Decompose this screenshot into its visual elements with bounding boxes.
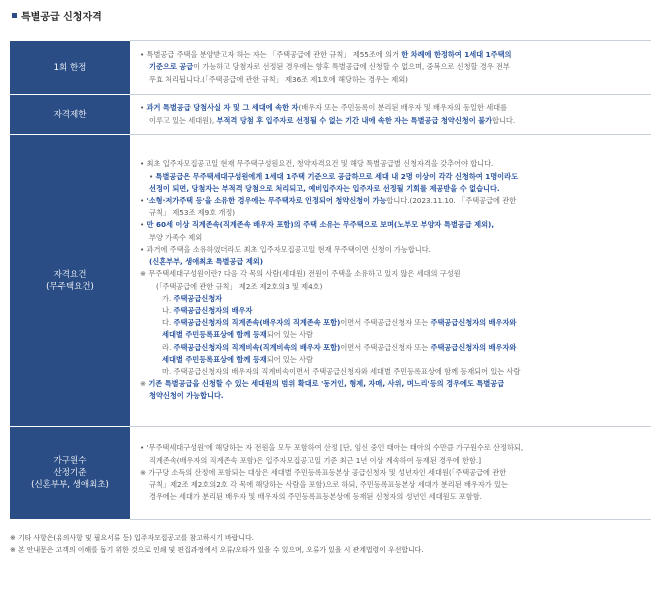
body-text: 직계존속(배우자의 직계존속 포함)은 입주자모집공고일 기준 최근 1년 이상 계속하여 등재된 경우에 한함.] bbox=[149, 455, 482, 465]
row-content bbox=[130, 41, 651, 95]
row-content bbox=[130, 95, 651, 135]
body-text: 이면서 주택공급신청자 또는 bbox=[340, 318, 431, 328]
square-bullet-icon bbox=[12, 13, 17, 18]
body-text: 부양 가족수 제외 bbox=[149, 232, 203, 242]
body-text: • bbox=[140, 196, 147, 206]
emphasis-text: 특별공급은 무주택세대구성원에게 1세대 1주택 기준으로 공급하므로 세대 내 2명 이상이 각각 신청하여 1명이라도 bbox=[155, 171, 519, 181]
body-text: • bbox=[140, 220, 147, 230]
row-label bbox=[10, 135, 130, 427]
section-title-text: 특별공급 신청자격 bbox=[21, 12, 102, 23]
content-line bbox=[140, 467, 645, 479]
content-line bbox=[140, 378, 645, 390]
content-line bbox=[140, 232, 645, 244]
emphasis-text: 세대별 주민등록표상에 함께 등재 bbox=[162, 330, 267, 340]
body-text: 가. bbox=[162, 293, 174, 303]
body-text: ※ 무주택세대구성원이란? 다음 각 목의 사람(세대원) 전원이 주택을 소유하고 있지 않은 세대의 구성원 bbox=[140, 269, 461, 279]
content-line bbox=[140, 74, 645, 86]
content-line bbox=[140, 195, 645, 207]
emphasis-text: 만 60세 이상 직계존속(직계존속 배우자 포함)의 주택 소유는 무주택으로 보며(노부모 부양자 특별공급 제외), bbox=[146, 220, 495, 230]
row-label-line: (신혼부부, 생애최초) bbox=[31, 480, 109, 490]
body-text: 되어 있는 사람 bbox=[266, 354, 313, 364]
body-text: 마. 주택공급신청자의 배우자의 직계비속이면서 주택공급신청자와 세대별 주민등록표상에 함께 등재되어 있는 사람 bbox=[162, 366, 521, 376]
content-line bbox=[140, 183, 645, 195]
body-text: • bbox=[140, 103, 147, 113]
body-text: 합니다. bbox=[492, 115, 516, 125]
body-text: 이면서 주택공급신청자 또는 bbox=[340, 342, 431, 352]
emphasis-text: 주택공급신청자의 배우자 bbox=[173, 305, 253, 315]
row-label-line: 가구원수 bbox=[53, 456, 87, 466]
content-line bbox=[140, 293, 645, 305]
eligibility-row bbox=[10, 95, 651, 135]
body-text: (「주택공급에 관한 규칙」 제2조 제2호의3 및 제4호) bbox=[156, 281, 323, 291]
content-line bbox=[140, 455, 645, 467]
body-text: (배우자 또는 주민등록이 분리된 배우자 및 배우자의 동일한 세대를 bbox=[298, 103, 508, 113]
content-line bbox=[140, 49, 645, 61]
body-text: • bbox=[149, 171, 156, 181]
body-text: 합니다.(2023.11.10. 「주택공급에 관한 bbox=[386, 196, 517, 206]
content-line bbox=[140, 158, 645, 170]
content-line bbox=[140, 442, 645, 454]
body-text: 다. bbox=[162, 318, 174, 328]
body-text: 이 가능하고 당첨자로 선정된 경우에는 향후 특별공급에 신청할 수 없으며, 중복으로 신청할 경우 전부 bbox=[193, 62, 510, 72]
content-line bbox=[140, 256, 645, 268]
emphasis-text: 주택공급신청자의 배우자와 bbox=[430, 342, 517, 352]
emphasis-text: 기존 특별공급을 신청할 수 있는 세대원의 범위 확대로 '동거인, 형제, 자매, 사위, 며느리'등의 경우에도 특별공급 bbox=[148, 379, 505, 389]
content-line bbox=[140, 305, 645, 317]
emphasis-text: 부적격 당첨 후 입주자로 선정될 수 없는 기간 내에 속한 자는 특별공급 청약신청이 불가 bbox=[216, 115, 493, 125]
row-label-line: (무주택요건) bbox=[46, 281, 94, 292]
emphasis-text: 기준으로 공급 bbox=[149, 62, 194, 72]
body-text: • '무주택세대구성원'에 해당하는 자 전원을 모두 포함하여 산정 [단, 임신 중인 태아는 태아의 수만큼 가구원수로 산정하되, bbox=[140, 443, 524, 453]
content-line bbox=[140, 219, 645, 231]
emphasis-text: 청약신청이 가능합니다. bbox=[149, 391, 224, 401]
body-text: 되어 있는 사람 bbox=[266, 330, 313, 340]
row-label-line: 산정기준 bbox=[53, 468, 87, 478]
content-line bbox=[140, 491, 645, 503]
content-line bbox=[140, 244, 645, 256]
body-text: 이루고 있는 세대원), bbox=[149, 115, 217, 125]
content-line bbox=[140, 268, 645, 280]
content-line bbox=[140, 342, 645, 354]
content-line bbox=[140, 366, 645, 378]
emphasis-text: (신혼부부, 생애최초 특별공급 제외) bbox=[149, 257, 264, 267]
content-line bbox=[140, 317, 645, 329]
row-content bbox=[130, 427, 651, 520]
emphasis-text: '소형·저가주택 등'을 소유한 경우에는 무주택자로 인정되어 청약신청이 가능 bbox=[146, 196, 387, 206]
emphasis-text: 주택공급신청자의 직계존속(배우자의 직계존속 포함) bbox=[173, 318, 341, 328]
row-content bbox=[130, 135, 651, 427]
row-label bbox=[10, 95, 130, 135]
body-text: 경우에는 세대가 분리된 배우자 및 배우자의 주민등록표등본상에 등재된 신청자의 성년인 세대원도 포함함. bbox=[149, 492, 482, 502]
content-line bbox=[140, 390, 645, 402]
footer-notes bbox=[10, 532, 424, 556]
content-line bbox=[140, 479, 645, 491]
content-line bbox=[140, 281, 645, 293]
emphasis-text: 세대별 주민등록표상에 함께 등재 bbox=[162, 354, 267, 364]
emphasis-text: 주택공급신청자의 배우자와 bbox=[430, 318, 517, 328]
emphasis-text: 과거 특별공급 당첨사실 자 및 그 세대에 속한 자 bbox=[146, 103, 299, 113]
content-line bbox=[140, 171, 645, 183]
emphasis-text: 한 차례에 한정하여 1세대 1주택의 bbox=[401, 50, 512, 60]
row-label bbox=[10, 427, 130, 520]
eligibility-row bbox=[10, 135, 651, 427]
body-text: 나. bbox=[162, 305, 174, 315]
section-title bbox=[12, 8, 102, 23]
eligibility-row bbox=[10, 427, 651, 520]
content-line bbox=[140, 115, 645, 127]
emphasis-text: 주택공급신청자의 직계비속(직계비속의 배우자 포함) bbox=[173, 342, 341, 352]
row-label bbox=[10, 41, 130, 95]
content-line bbox=[140, 102, 645, 114]
emphasis-text: 주택공급신청자 bbox=[173, 293, 223, 303]
body-text: • 최초 입주자모집공고일 현재 무주택구성원요건, 청약자격요건 및 해당 특별공급별 신청자격을 갖추어야 합니다. bbox=[140, 159, 494, 169]
content-line bbox=[140, 61, 645, 73]
content-line bbox=[140, 329, 645, 341]
body-text: ※ 가구당 소득의 산정에 포함되는 대상은 세대별 주민등록표등본상 공급신청자 및 성년자인 세대원(「주택공급에 관한 bbox=[140, 467, 507, 477]
content-line bbox=[140, 354, 645, 366]
body-text: ※ bbox=[140, 379, 149, 389]
body-text: 무효 처리됩니다.(「주택공급에 관한 규칙」 제36조 제1호에 해당하는 경우는 제외) bbox=[149, 74, 408, 84]
body-text: 규칙」 제53조 제9호 개정) bbox=[149, 208, 236, 218]
body-text: 라. bbox=[162, 342, 174, 352]
row-label-line: 자격요건 bbox=[53, 269, 87, 280]
footer-note: ※ 본 안내문은 고객의 이해를 돕기 위한 것으로 인쇄 및 편집과정에서 오류/오타가 있을 수 있으며, 오류가 있을 시 관계법령이 우선합니다. bbox=[10, 546, 424, 554]
eligibility-table bbox=[10, 40, 651, 520]
content-line bbox=[140, 207, 645, 219]
row-label-line: 자격제한 bbox=[53, 109, 87, 120]
body-text: • 특별공급 주택을 분양받고자 하는 자는 「주택공급에 관한 규칙」 제55조에 의거 bbox=[140, 50, 402, 60]
eligibility-row bbox=[10, 41, 651, 95]
body-text: • 과거에 주택을 소유하였더라도 최초 입주자모집공고일 현재 무주택이면 신청이 가능합니다. bbox=[140, 244, 431, 254]
footer-note: ※ 기타 사항은(유의사항 및 필요서류 등) 입주자모집공고를 참고하시기 바랍니다. bbox=[10, 534, 254, 542]
emphasis-text: 선정이 되면, 당첨자는 부적격 당첨으로 처리되고, 예비입주자는 입주자로 선정될 기회를 제공받을 수 없습니다. bbox=[149, 183, 500, 193]
row-label-line: 1회 한정 bbox=[53, 62, 87, 73]
body-text: 규칙」제2조 제2호의2호 각 목에 해당하는 사람을 포함)으로 하되, 주민등록표등본상 세대가 분리된 배우자가 있는 bbox=[149, 480, 508, 490]
